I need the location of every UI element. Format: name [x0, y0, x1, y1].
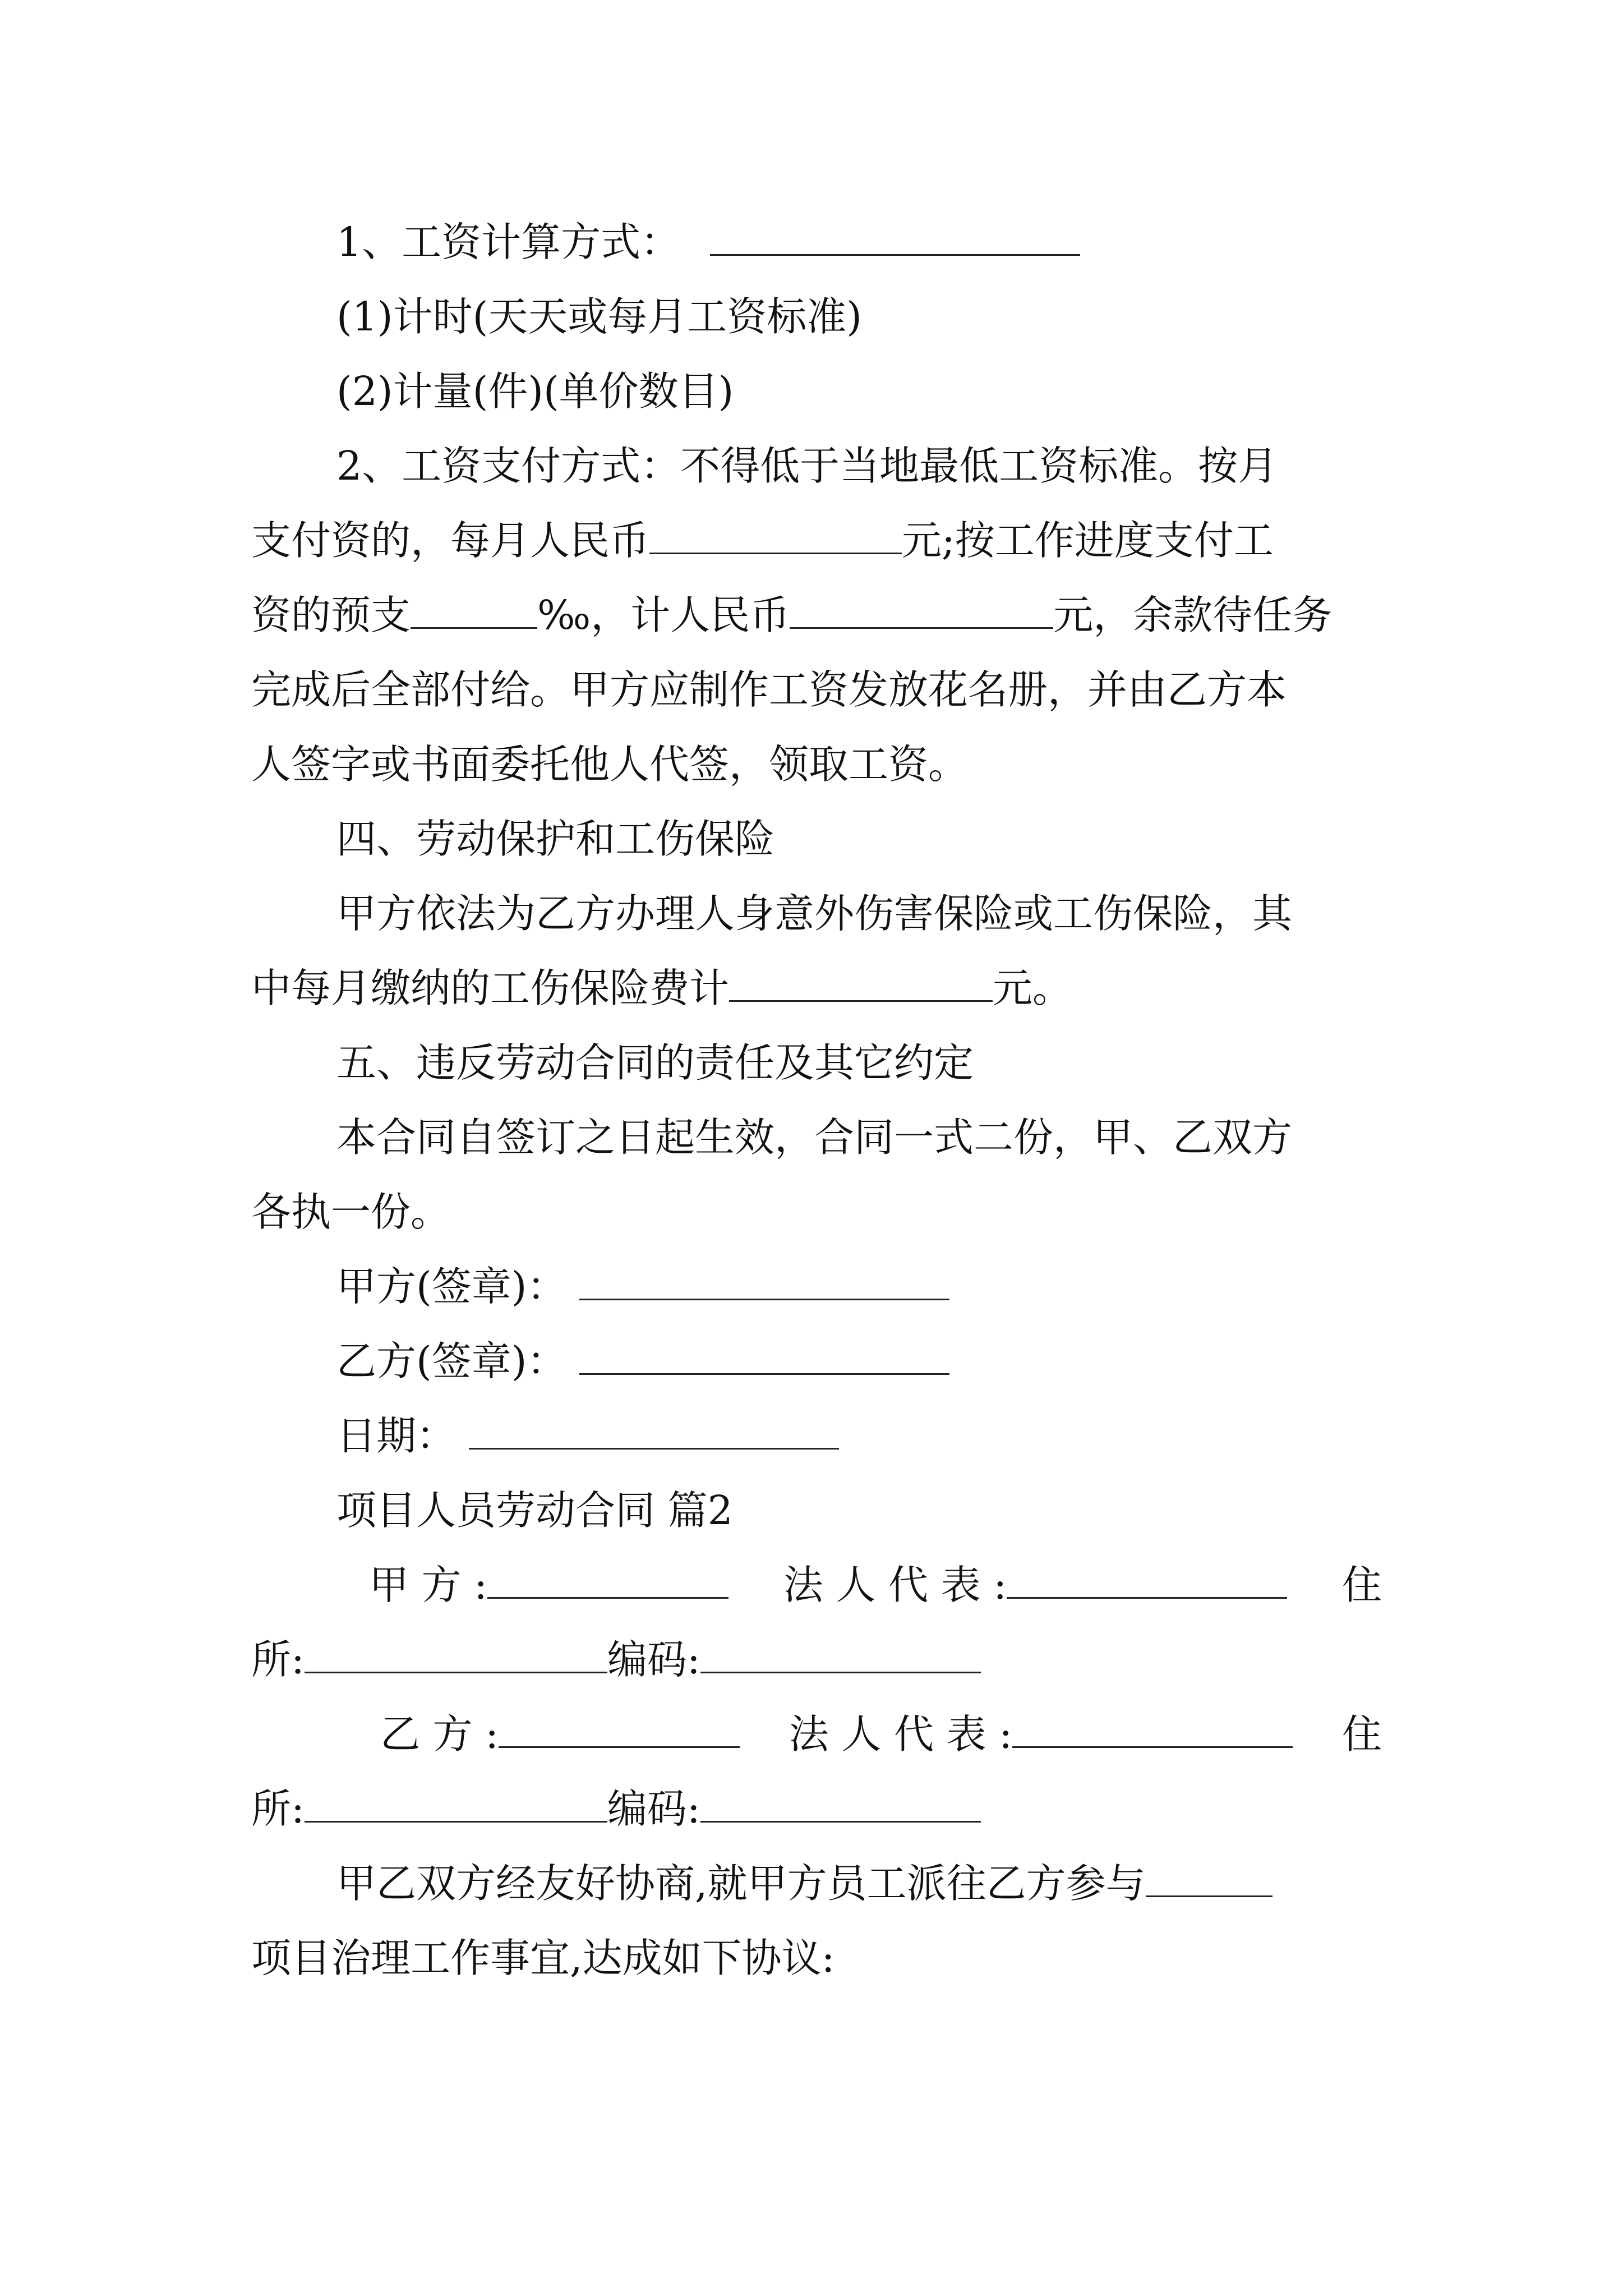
- insurance-fee-text: 中每月缴纳的工伤保险费计: [251, 965, 730, 1011]
- date-line: [336, 1408, 839, 1464]
- blank-underline: [1146, 1861, 1272, 1897]
- blank-underline: [649, 518, 902, 554]
- blank-underline: [790, 592, 1053, 629]
- blank-underline: [411, 592, 537, 629]
- party-b-info-line: [251, 1706, 1382, 1763]
- party-a-address-line: [251, 1632, 981, 1688]
- copies-line: 各执一份。: [251, 1189, 451, 1235]
- monthly-rmb-text: 支付资的，每月人民币: [251, 517, 650, 564]
- insurance-fee-line: [251, 960, 1072, 1016]
- negotiation-text: 甲乙双方经友好协商,就甲方员工派往乙方参与: [336, 1860, 1146, 1907]
- blank-underline: [499, 1711, 740, 1748]
- insurance-line: 甲方依法为乙方办理人身意外伤害保险或工伤保险，其: [336, 890, 1293, 937]
- blank-underline: [700, 1786, 981, 1823]
- blank-underline: [487, 1562, 728, 1599]
- date-label: 日期：: [336, 1412, 457, 1459]
- monthly-rmb-line: [251, 513, 1274, 569]
- address-label: 所:: [251, 1786, 305, 1832]
- blank-underline: [1007, 1562, 1287, 1599]
- yuan-text: 元。: [993, 965, 1073, 1011]
- blank-underline: [579, 1264, 949, 1300]
- signature-wage-line: 人签字或书面委托他人代签，领取工资。: [251, 741, 969, 788]
- wage-calc-method-line: [336, 214, 1080, 270]
- blank-underline: [1012, 1711, 1293, 1748]
- postcode-label: 编码:: [607, 1636, 700, 1683]
- blank-underline: [729, 965, 993, 1002]
- blank-underline: [579, 1338, 949, 1375]
- advance-text: 资的预支: [251, 592, 411, 638]
- legal-rep-label: 法 人 代 表 :: [789, 1711, 1013, 1757]
- blank-underline: [710, 219, 1080, 256]
- party-a-label: 甲 方 :: [369, 1562, 488, 1608]
- address-label: 所:: [251, 1636, 305, 1683]
- party-b-seal-label: 乙方(签章)：: [336, 1338, 567, 1384]
- party-a-info-line: [251, 1557, 1382, 1613]
- roster-line: 完成后全部付给。甲方应制作工资发放花名册，并由乙方本: [251, 666, 1287, 713]
- hourly-item-line: (1)计时(天天或每月工资标准): [336, 293, 862, 340]
- agreement-line: 项目治理工作事宜,达成如下协议:: [251, 1935, 835, 1981]
- wage-payment-line: 2、工资支付方式：不得低于当地最低工资标准。按月: [336, 443, 1278, 489]
- piece-item-line: (2)计量(件)(单价数目): [336, 368, 734, 415]
- blank-underline: [700, 1637, 981, 1673]
- advance-line: [251, 587, 1332, 643]
- section-heading-4: 四、劳动保护和工伤保险: [336, 816, 775, 862]
- balance-text: 元，余款待任务: [1053, 592, 1332, 638]
- party-b-label: 乙 方 :: [380, 1711, 499, 1757]
- party-a-seal-label: 甲方(签章)：: [336, 1263, 567, 1310]
- section-heading-5: 五、违反劳动合同的责任及其它约定: [336, 1039, 974, 1086]
- negotiation-line: [336, 1856, 1272, 1912]
- effect-line: 本合同自签订之日起生效，合同一式二份，甲、乙双方: [336, 1114, 1293, 1161]
- legal-rep-label: 法 人 代 表 :: [783, 1562, 1007, 1608]
- blank-underline: [469, 1413, 839, 1450]
- residence-label: 住: [1341, 1562, 1382, 1608]
- party-b-address-line: [251, 1781, 981, 1837]
- residence-label: 住: [1341, 1711, 1382, 1757]
- wage-calc-method-label: 1、工资计算方式：: [336, 219, 681, 265]
- blank-underline: [305, 1637, 607, 1673]
- per-mille-rmb-text: ‰，计人民币: [537, 592, 790, 638]
- contract-title-2: 项目人员劳动合同 篇2: [336, 1487, 733, 1534]
- blank-underline: [305, 1786, 607, 1823]
- postcode-label: 编码:: [607, 1786, 700, 1832]
- party-a-seal-line: [336, 1259, 949, 1315]
- party-b-seal-line: [336, 1333, 949, 1389]
- progress-pay-text: 元;按工作进度支付工: [902, 517, 1274, 564]
